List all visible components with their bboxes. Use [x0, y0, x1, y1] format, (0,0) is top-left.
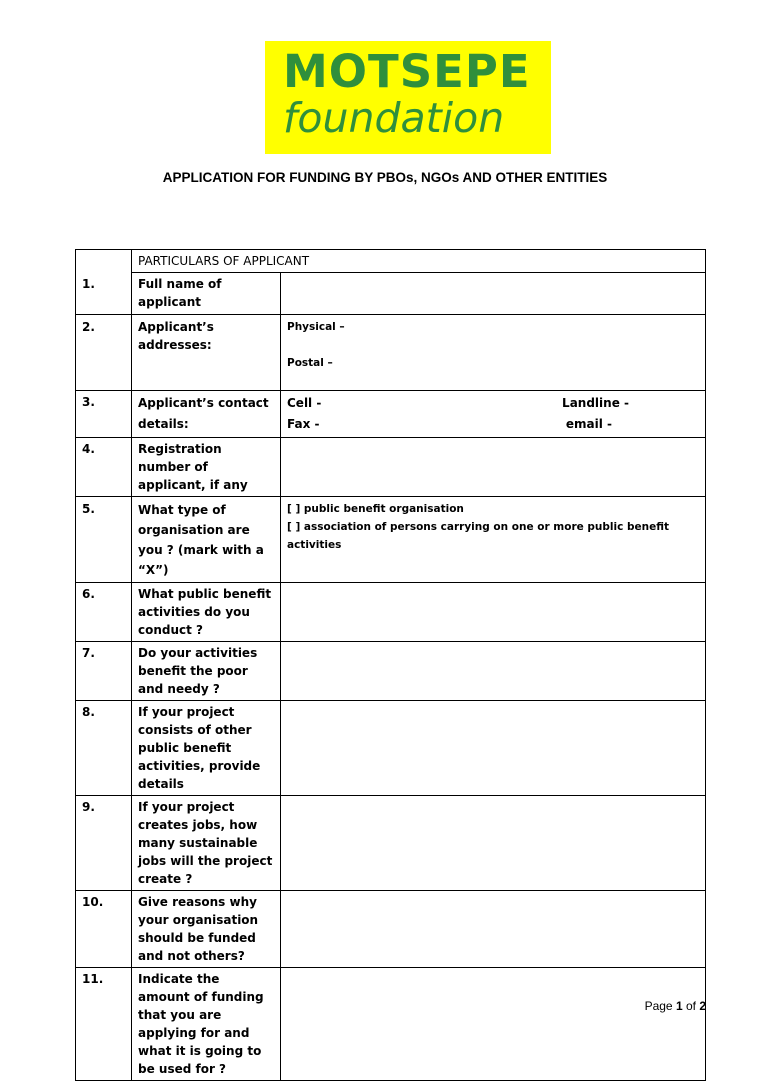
row-label: Applicant’s addresses: [132, 315, 281, 391]
reasons-field[interactable] [281, 891, 706, 968]
row-label: Registration number of applicant, if any [132, 438, 281, 497]
row-number: 11. [76, 968, 132, 1081]
table-row [76, 497, 706, 583]
landline-field[interactable]: Landline - [562, 396, 629, 410]
other-activities-field[interactable] [281, 701, 706, 796]
table-row [76, 273, 706, 315]
row-number: 6. [76, 583, 132, 642]
row-label: Indicate the amount of funding that you are applying for and what it is going to be used for ? [132, 968, 281, 1081]
row-label: Full name of applicant [132, 273, 281, 315]
option-association-checkbox[interactable]: [ ] association of persons carrying on one or more public benefit activities [287, 521, 670, 551]
table-row [76, 701, 706, 796]
row-number: 5. [76, 497, 132, 583]
postal-address-field[interactable]: Postal – [287, 357, 333, 369]
section-header: PARTICULARS OF APPLICANT [132, 250, 281, 273]
page-number: Page 1 of 2 [644, 999, 706, 1013]
row-number: 1. [76, 273, 132, 315]
row-label: Give reasons why your organisation should be funded and not others? [132, 891, 281, 968]
document-title: APPLICATION FOR FUNDING BY PBOs, NGOs AND OTHER ENTITIES [162, 170, 608, 185]
row-number: 2. [76, 315, 132, 391]
activities-field[interactable] [281, 583, 706, 642]
logo-line2: foundation [283, 94, 505, 142]
funding-amount-field[interactable] [281, 968, 706, 1081]
application-form-table [75, 249, 706, 1081]
row-number: 9. [76, 796, 132, 891]
row-label: What type of organisation are you ? (mark with a “X”) [132, 497, 281, 583]
row-number: 7. [76, 642, 132, 701]
table-row [76, 642, 706, 701]
table-row [76, 968, 706, 1081]
registration-number-field[interactable] [281, 438, 706, 497]
jobs-field[interactable] [281, 796, 706, 891]
full-name-field[interactable] [281, 273, 706, 315]
row-label: What public benefit activities do you conduct ? [132, 583, 281, 642]
table-row [76, 391, 706, 438]
row-label: If your project creates jobs, how many sustainable jobs will the project create ? [132, 796, 281, 891]
table-row [76, 796, 706, 891]
row-number: 3. [76, 391, 132, 438]
row-label: Do your activities benefit the poor and needy ? [132, 642, 281, 701]
row-label: Applicant’s contact details: [132, 391, 281, 438]
table-row [76, 891, 706, 968]
cell-field[interactable]: Cell - [287, 396, 322, 410]
table-row [76, 583, 706, 642]
row-number: 8. [76, 701, 132, 796]
row-label: If your project consists of other public benefit activities, provide details [132, 701, 281, 796]
option-pbo-checkbox[interactable]: [ ] public benefit organisation [287, 503, 464, 515]
fax-field[interactable]: Fax - [287, 417, 320, 431]
logo-line1: MOTSEPE [283, 45, 531, 98]
email-field[interactable]: email - [565, 417, 612, 431]
poor-needy-field[interactable] [281, 642, 706, 701]
row-number: 10. [76, 891, 132, 968]
physical-address-field[interactable]: Physical – [287, 321, 345, 333]
table-row [76, 438, 706, 497]
row-number: 4. [76, 438, 132, 497]
motsepe-foundation-logo [265, 41, 551, 154]
section-header-row [76, 250, 706, 273]
table-row [76, 315, 706, 391]
